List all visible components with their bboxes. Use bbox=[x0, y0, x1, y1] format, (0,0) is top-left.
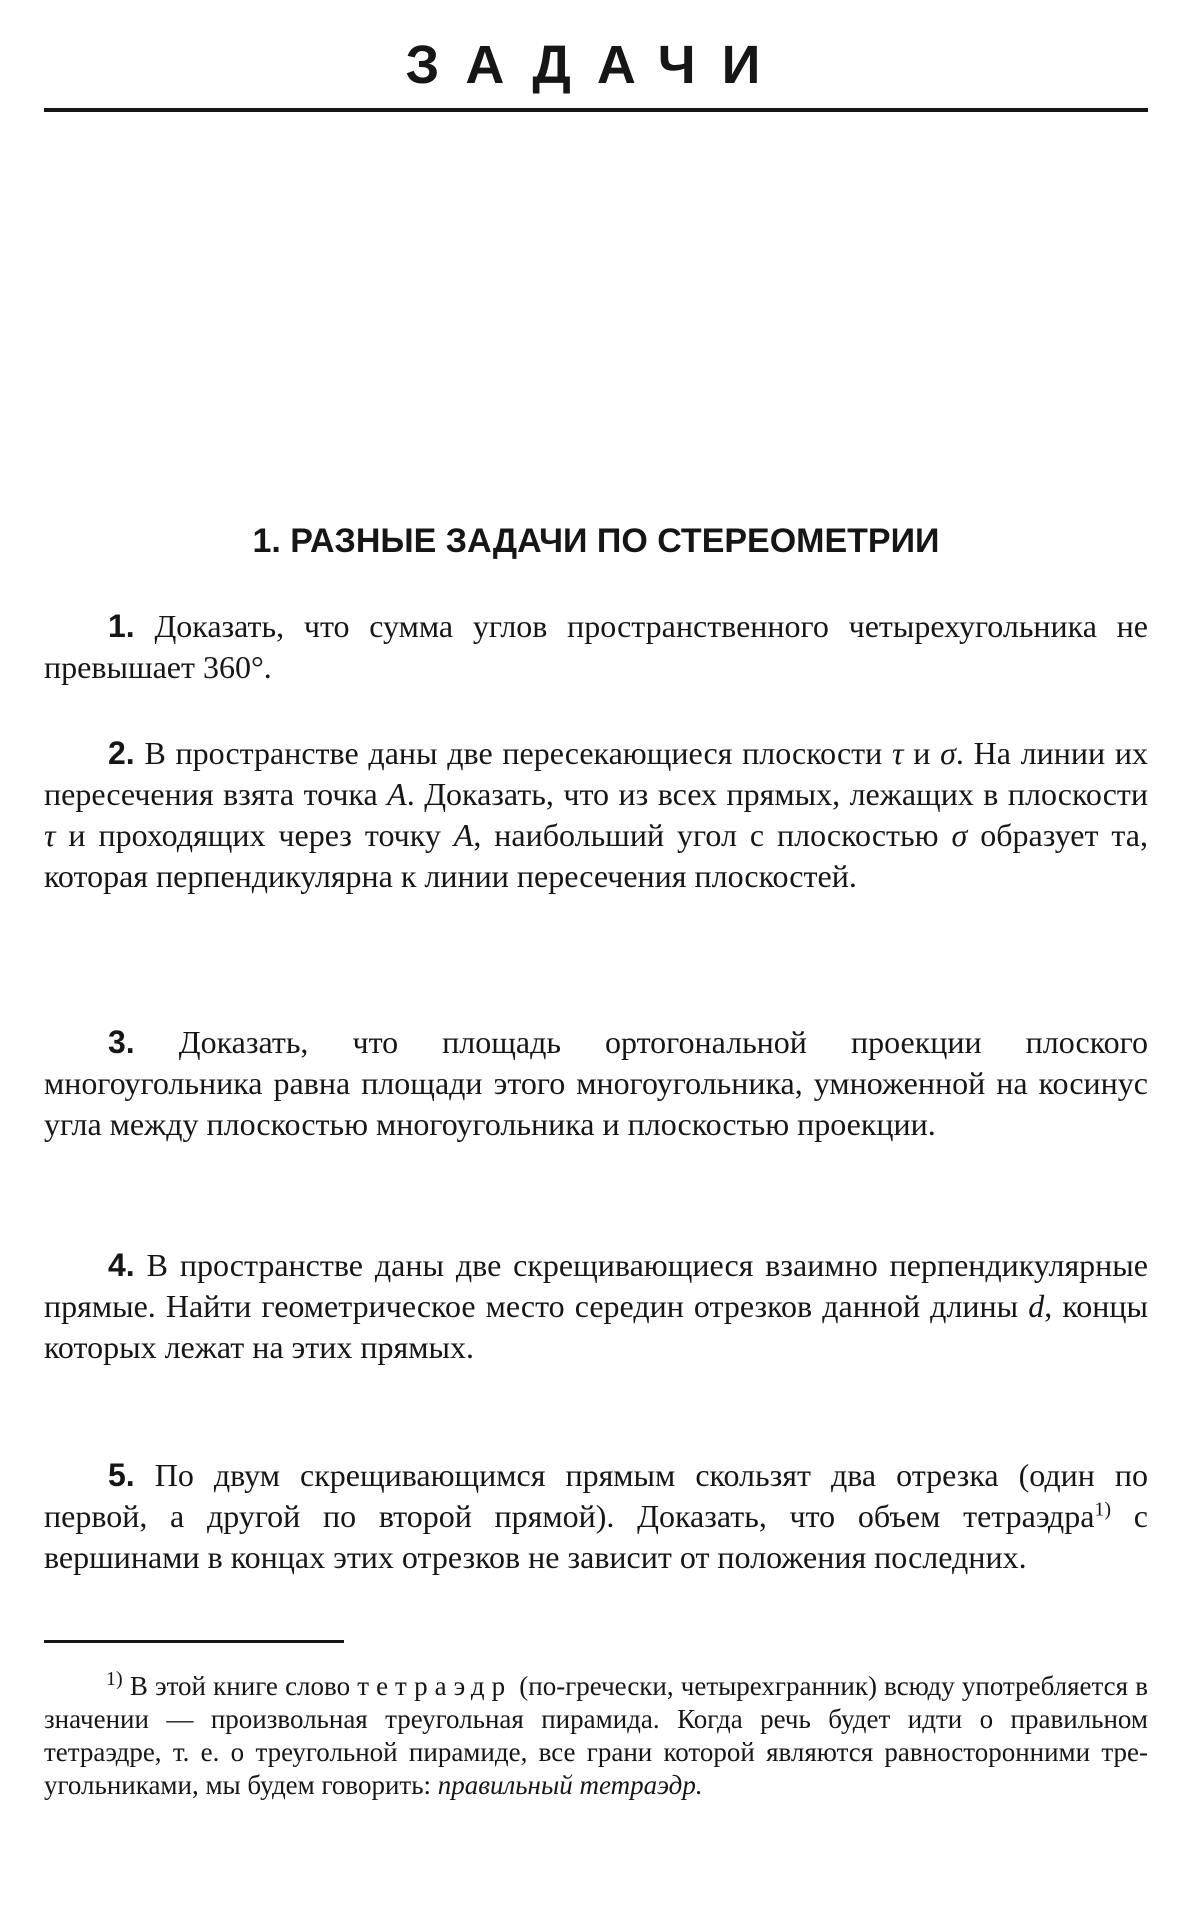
problem-text: , концы которых лежат на этих прямых. bbox=[44, 1288, 1149, 1365]
problem-1 bbox=[44, 606, 1148, 688]
problem-text: , наибольший угол с плоскостью bbox=[473, 817, 952, 853]
plane-symbol-tau: τ bbox=[44, 817, 56, 853]
problem-number: 3. bbox=[108, 1024, 135, 1060]
section-title: 1. РАЗНЫЕ ЗАДАЧИ ПО СТЕРЕОМЕТРИИ bbox=[252, 522, 940, 560]
point-symbol-a: A bbox=[387, 776, 407, 812]
problem-number: 5. bbox=[108, 1457, 135, 1493]
problem-text: Доказать, что сумма углов пространственного четырехугольника не превышает 360°. bbox=[44, 608, 1149, 685]
problem-5 bbox=[44, 1455, 1148, 1578]
problem-text: с вершинами в концах этих отрезков не зависит от положения последних. bbox=[44, 1498, 1149, 1575]
problem-text: и проходящих через точку bbox=[55, 817, 454, 853]
problem-text: Доказать, что площадь ортогональной проекции плоского многоугольника равна площади этого многоугольника, умноженной на косинус угла между плоскостью многоугольника и плоскостью проекции. bbox=[44, 1024, 1148, 1142]
footnote-text: (по-гречески, четырехгранник) всюду употребляется в значении — произвольная треугольная пирамида. Когда речь будет идти о правильном тетраэдре, т. е. о треугольной пирамиде, все грани которой являются равносторонними треугольниками, мы будем говорить: bbox=[44, 1671, 1148, 1800]
footnote-reference: 1) bbox=[1094, 1498, 1112, 1521]
length-symbol-d: d bbox=[1028, 1288, 1045, 1324]
footnote bbox=[44, 1670, 1148, 1802]
problem-4 bbox=[44, 1245, 1148, 1368]
footnote-rule bbox=[44, 1640, 344, 1643]
problem-number: 4. bbox=[108, 1247, 135, 1283]
point-symbol-a: A bbox=[453, 817, 474, 853]
problem-3 bbox=[44, 1022, 1148, 1145]
footnote-term: тетраэдр bbox=[357, 1671, 513, 1701]
problem-text: . Доказать, что из всех прямых, лежащих в плоскости bbox=[406, 776, 1149, 812]
problem-number: 1. bbox=[108, 608, 135, 644]
problem-text: В пространстве даны две скрещивающиеся взаимно перпендикулярные прямые. Найти геометрическое место середин отрезков данной длины bbox=[44, 1247, 1149, 1324]
problem-text: . На линии их пересечения взята точка bbox=[44, 735, 1149, 812]
problem-text: В пространстве даны две пересекающиеся плоскости bbox=[144, 735, 893, 771]
footnote-emphasis: правильный тетраэдр. bbox=[437, 1770, 703, 1800]
plane-symbol-sigma: σ bbox=[951, 817, 968, 853]
plane-symbol-sigma: σ bbox=[940, 735, 956, 771]
header-rule bbox=[44, 108, 1148, 112]
page-header-title: ЗАДАЧИ bbox=[405, 35, 787, 95]
footnote-text: В этой книге слово bbox=[122, 1671, 358, 1701]
plane-symbol-tau: τ bbox=[892, 735, 904, 771]
footnote-marker: 1) bbox=[106, 1668, 123, 1690]
problem-text: и bbox=[903, 735, 941, 771]
problem-text: По двум скрещивающимся прямым скользят два отрезка (один по первой, а другой по второй прямой). Доказать, что объем тетраэдра bbox=[44, 1457, 1149, 1534]
problem-number: 2. bbox=[108, 735, 135, 771]
problem-text: образует та, которая перпендикулярна к линии пересечения плоскостей. bbox=[44, 817, 1149, 894]
problem-2 bbox=[44, 733, 1148, 897]
